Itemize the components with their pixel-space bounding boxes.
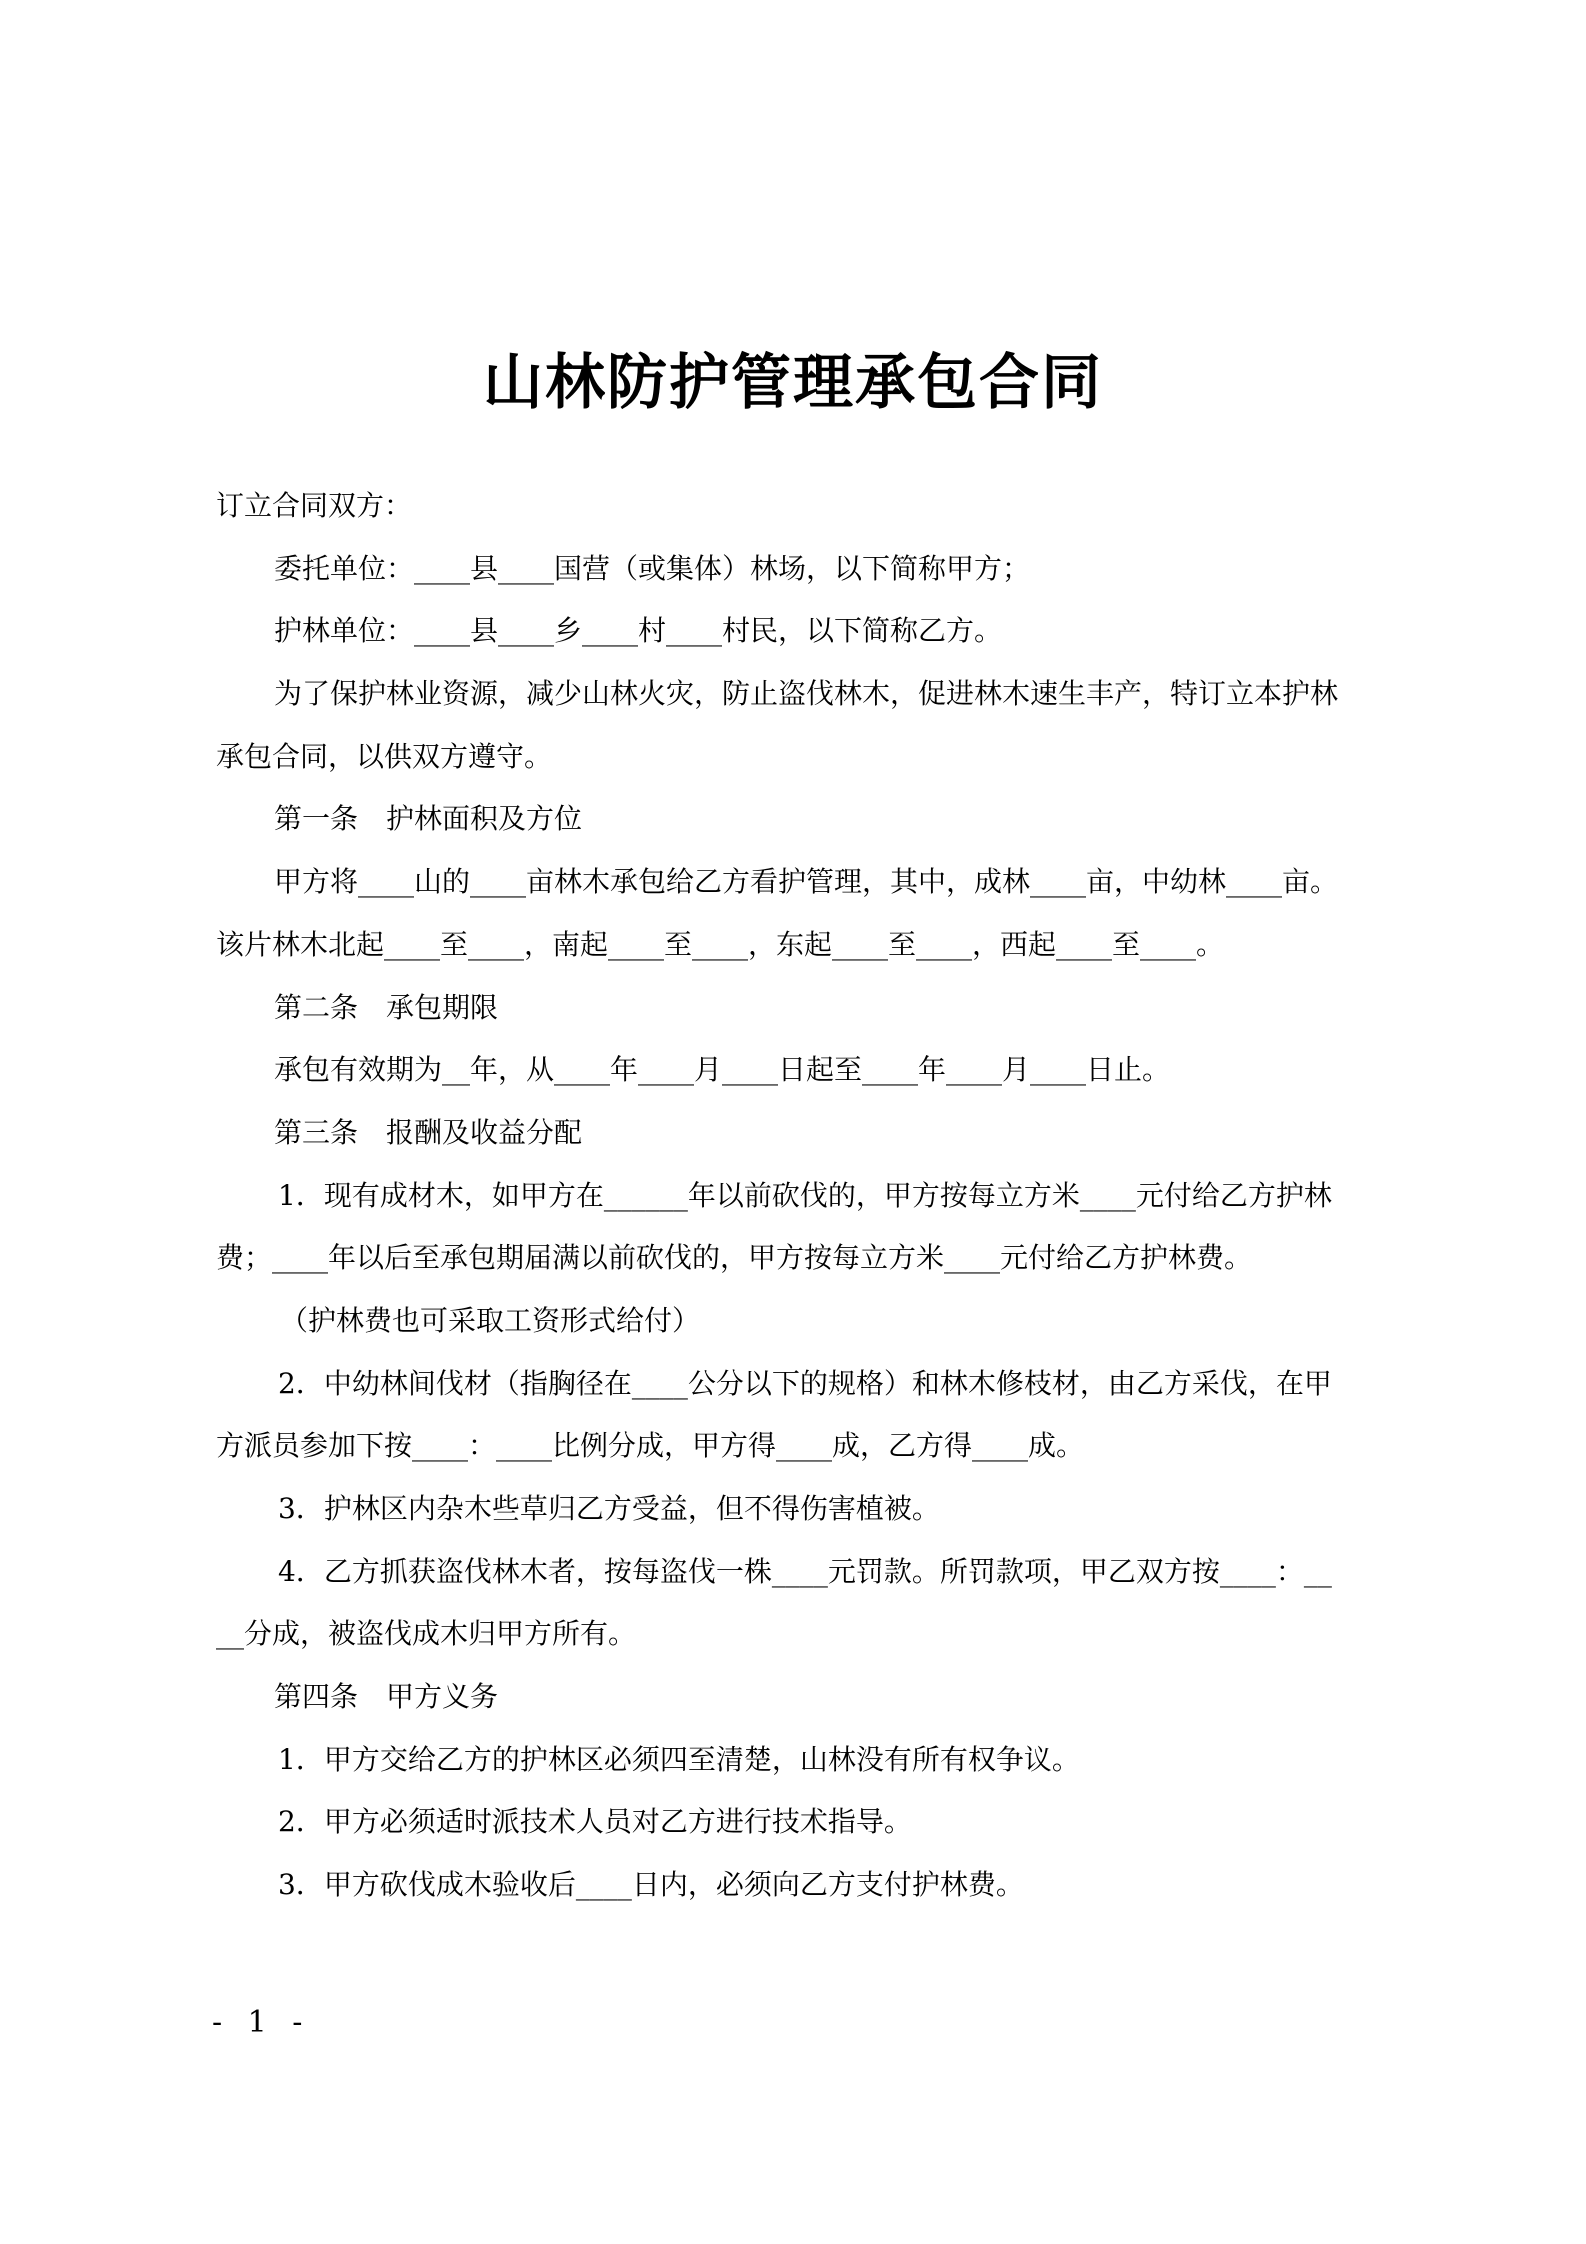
text-line: 4．乙方抓获盗伐林木者，按每盗伐一株____元罚款。所罚款项，甲乙双方按____：__ [278, 1554, 1332, 1588]
document-title: 山林防护管理承包合同 [483, 348, 1103, 418]
text-line: 甲方将____山的____亩林木承包给乙方看护管理，其中，成林____亩，中幼林____亩。 [274, 865, 1339, 899]
article-heading: 第三条 报酬及收益分配 [274, 1115, 583, 1149]
text-line: 3．甲方砍伐成木验收后____日内，必须向乙方支付护林费。 [278, 1868, 1024, 1902]
text-line: （护林费也可采取工资形式给付） [280, 1303, 701, 1337]
text-line: 该片林木北起____至____，南起____至____，东起____至____，西起____至____。 [216, 927, 1225, 961]
article-heading: 第二条 承包期限 [274, 990, 499, 1024]
text-line: 2．中幼林间伐材（指胸径在____公分以下的规格）和林木修枝材，由乙方采伐，在甲 [278, 1366, 1332, 1400]
text-line: 护林单位：____县____乡____村____村民，以下简称乙方。 [274, 614, 1003, 648]
text-line: __分成，被盗伐成木归甲方所有。 [216, 1617, 637, 1651]
article-heading: 第四条 甲方义务 [274, 1680, 499, 1714]
text-line: 方派员参加下按____：____比例分成，甲方得____成，乙方得____成。 [216, 1429, 1085, 1463]
text-line: 订立合同双方： [216, 489, 413, 522]
text-line: 2．甲方必须适时派技术人员对乙方进行技术指导。 [278, 1805, 912, 1839]
text-line: 1．甲方交给乙方的护林区必须四至清楚，山林没有所有权争议。 [278, 1742, 1080, 1776]
document-body [216, 475, 1401, 1917]
text-line: 为了保护林业资源，减少山林火灾，防止盗伐林木，促进林木速生丰产，特订立本护林 [274, 677, 1339, 711]
article-heading: 第一条 护林面积及方位 [274, 802, 583, 836]
text-line: 承包合同，以供双方遵守。 [216, 739, 553, 773]
text-line: 1．现有成材木，如甲方在______年以前砍伐的，甲方按每立方米____元付给乙方护林 [278, 1178, 1332, 1212]
text-line: 费；____年以后至承包期届满以前砍伐的，甲方按每立方米____元付给乙方护林费。 [216, 1241, 1253, 1275]
text-line: 委托单位：____县____国营（或集体）林场，以下简称甲方； [274, 551, 1031, 585]
text-line: 承包有效期为__年，从____年____月____日起至____年____月____日止。 [274, 1053, 1171, 1087]
page-number: - 1 - [212, 2005, 311, 2040]
text-line: 3．护林区内杂木些草归乙方受益，但不得伤害植被。 [278, 1492, 940, 1525]
